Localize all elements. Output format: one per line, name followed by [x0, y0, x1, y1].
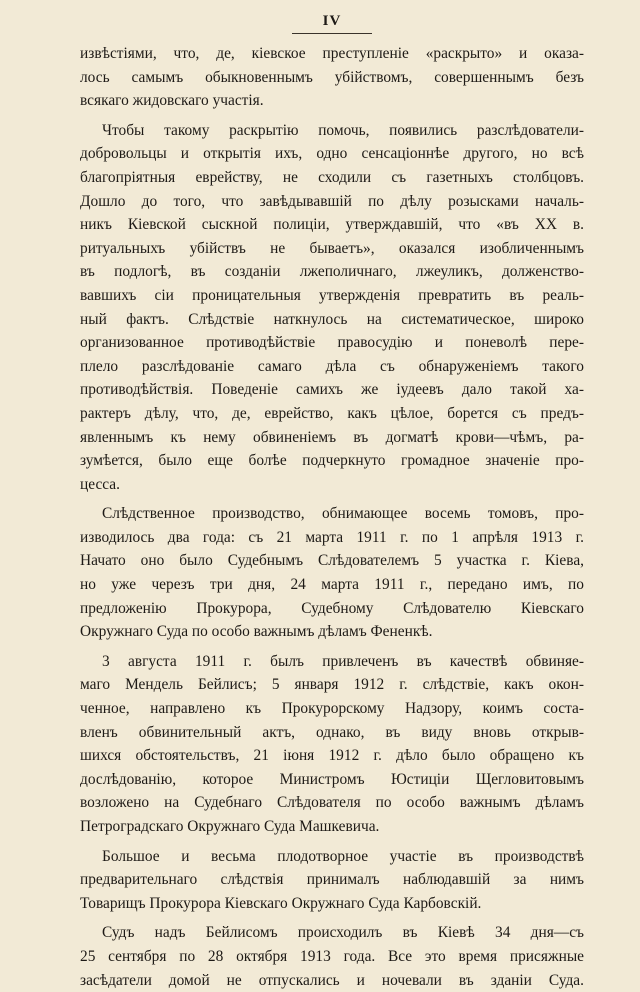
text-line: но уже черезъ три дня, 24 марта 1911 г., передано имъ, по [80, 576, 584, 594]
text-line: маго Мендель Бейлисъ; 5 января 1912 г. слѣдствіе, какъ окон- [80, 676, 584, 694]
text-line: организованное противодѣйствіе правосудію и поневолѣ пере- [80, 334, 584, 352]
text-line: добровольцы и открытія ихъ, одно сенсаціоннѣе другого, но всѣ [80, 145, 584, 163]
text-line: всякаго жидовскаго участія. [80, 92, 264, 110]
text-line: противодѣйствія. Поведеніе самихъ же іудеевъ дало такой ха- [80, 381, 584, 399]
text-line: 3 августа 1911 г. былъ привлеченъ въ качествѣ обвиняе- [102, 652, 584, 670]
paragraph [80, 650, 584, 839]
body-text [80, 42, 584, 992]
text-line: предложенію Прокурора, Судебному Слѣдователю Кіевскаго [80, 599, 584, 617]
text-line: рактеръ дѣлу, что, де, еврейство, какъ цѣлое, борется съ предъ- [80, 404, 584, 422]
text-line: Дошло до того, что завѣдывавшій по дѣлу розысками началь- [80, 192, 584, 210]
paragraph [80, 42, 584, 113]
text-line: Окружнаго Суда по особо важнымъ дѣламъ Фененкѣ. [80, 623, 433, 641]
text-line: Начато оно было Судебнымъ Слѣдователемъ 5 участка г. Кіева, [80, 552, 584, 570]
text-line: ритуальныхъ убійствъ не бываетъ», оказался изобличеннымъ [80, 239, 584, 257]
text-line: въ подлогѣ, въ созданіи лжеполичнаго, лжеуликъ, долженство- [80, 263, 584, 281]
paragraph [80, 921, 584, 992]
text-line: вавшихъ сіи проницательныя утвержденія превратить въ реаль- [80, 286, 584, 304]
text-line: явленнымъ къ нему обвиненіемъ въ догматѣ крови—чѣмъ, ра- [80, 428, 584, 446]
text-line: Судъ надъ Бейлисомъ происходилъ въ Кіевѣ 34 дня—съ [102, 924, 584, 942]
header-rule [292, 33, 372, 34]
text-line: извѣстіями, что, де, кіевское преступленіе «раскрыто» и оказа- [80, 45, 584, 62]
text-line: лось самымъ обыкновеннымъ убійствомъ, совершеннымъ безъ [80, 68, 584, 86]
page-number: IV [322, 13, 342, 29]
text-line: Большое и весьма плодотворное участіе въ производствѣ [102, 847, 584, 865]
text-line: ченное, направлено къ Прокурорскому Надзору, коимъ соста- [80, 700, 584, 718]
paragraph [80, 845, 584, 916]
text-line: зумѣется, было еще болѣе подчеркнуто громадное значеніе про- [80, 452, 584, 470]
page-header [80, 0, 584, 34]
text-line: никъ Кіевской сыскной полиціи, утверждавшій, что «въ XX в. [80, 216, 584, 234]
text-line: возложено на Судебнаго Слѣдователя по особо важнымъ дѣламъ [80, 794, 584, 812]
paragraph [80, 502, 584, 644]
paragraph [80, 119, 584, 497]
text-line: предварительнаго слѣдствія принималъ наблюдавшій за нимъ [80, 871, 584, 889]
text-line: цесса. [80, 475, 120, 493]
text-line: благопріятныя еврейству, не сходили съ газетныхъ столбцовъ. [80, 168, 584, 186]
text-line: шихся обстоятельствъ, 21 іюня 1912 г. дѣло было обращено къ [80, 747, 584, 765]
text-line: Слѣдственное производство, обнимающее восемь томовъ, про- [102, 505, 584, 523]
text-line: Товарищъ Прокурора Кіевскаго Окружнаго Суда Карбовскій. [80, 894, 482, 912]
text-line: Петроградскаго Окружнаго Суда Машкевича. [80, 818, 380, 835]
text-line: вленъ обвинительный актъ, однако, въ виду вновь открыв- [80, 723, 584, 741]
text-line: изводилось два года: съ 21 марта 1911 г. по 1 апрѣля 1913 г. [80, 528, 584, 546]
text-line: дослѣдованію, которое Министромъ Юстиціи Щегловитовымъ [80, 770, 584, 788]
text-line: плело разслѣдованіе самаго дѣла съ обнаруженіемъ такого [80, 357, 584, 375]
text-line: ный фактъ. Слѣдствіе наткнулось на систематическое, широко [80, 310, 584, 328]
text-line: засѣдатели домой не отпускались и ночевали въ зданіи Суда. [80, 971, 584, 989]
text-line: Чтобы такому раскрытію помочь, появились разслѣдователи- [102, 121, 584, 139]
text-line: 25 сентября по 28 октября 1913 года. Все это время присяжные [80, 947, 584, 965]
